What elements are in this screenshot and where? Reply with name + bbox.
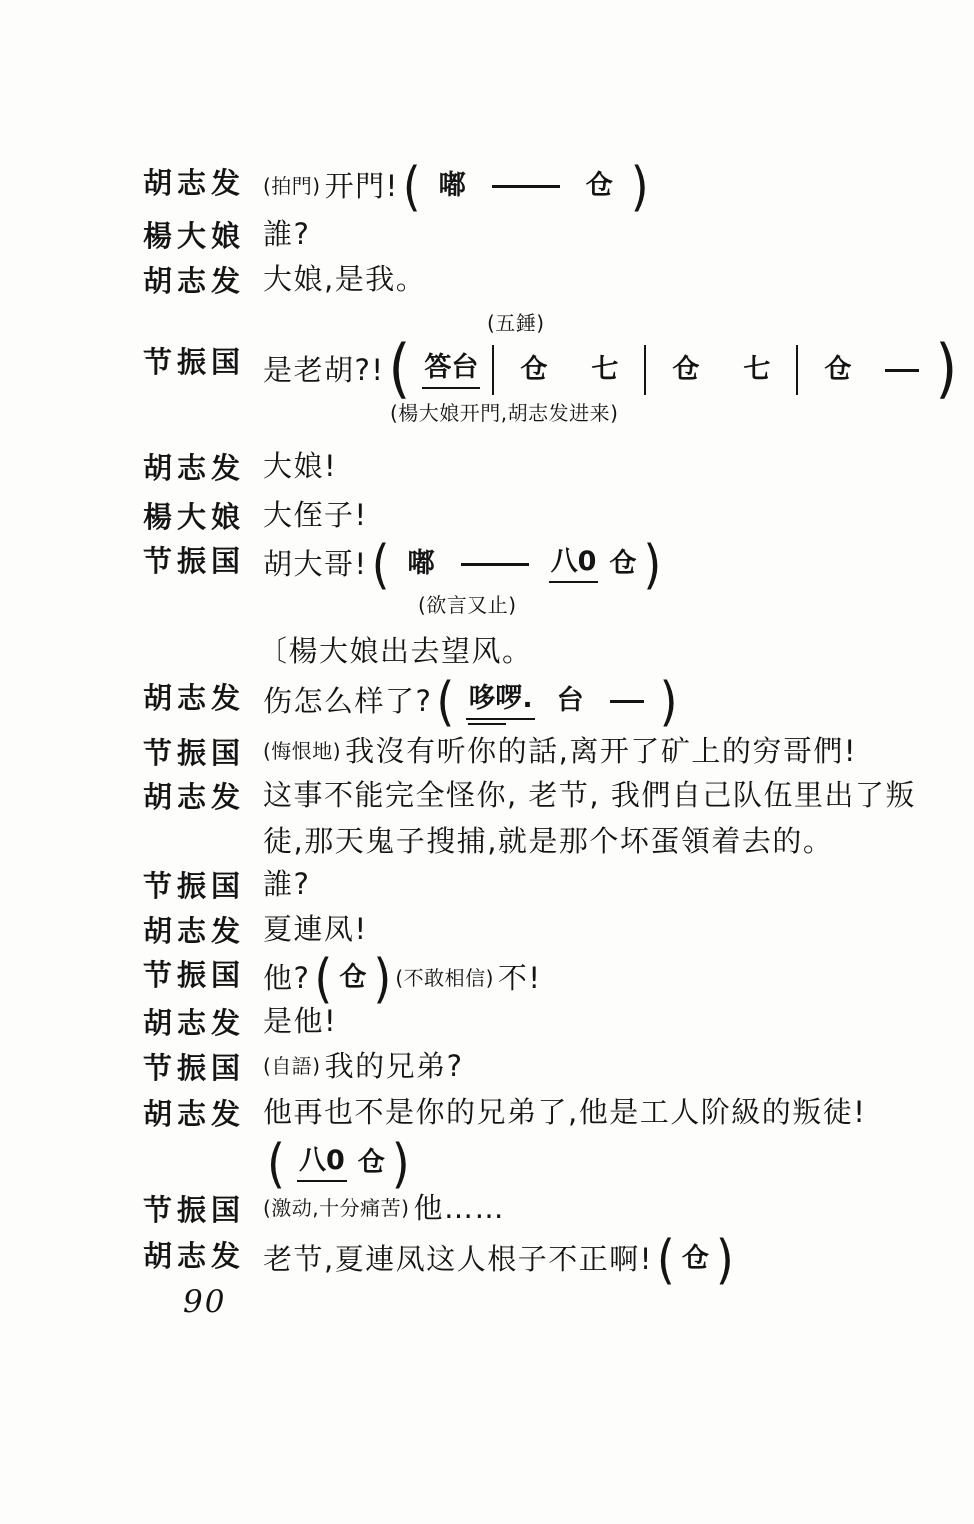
inline-stage-direction: (自語): [263, 1053, 321, 1078]
dialogue-text: 夏連凤!: [263, 912, 368, 946]
percussion-syllable: 仓: [681, 1243, 709, 1275]
measure-barline: [644, 345, 646, 395]
big-parenthesis: ): [659, 669, 678, 733]
speaker-name: 胡志发: [143, 780, 246, 814]
dialogue-text: 大侄子!: [263, 498, 368, 532]
line-content: [418, 593, 521, 618]
dialogue-text: 誰?: [263, 867, 311, 901]
big-parenthesis: (: [436, 669, 455, 733]
line-content: [263, 332, 961, 407]
speaker-name: 胡志发: [143, 1006, 246, 1040]
line-content: [263, 823, 833, 859]
line-content: [263, 532, 665, 596]
big-parenthesis: ): [391, 1131, 410, 1195]
percussion-syllable-double-underlined: 哆啰.: [466, 682, 534, 721]
speaker-name: 胡志发: [143, 166, 246, 200]
speaker-name: 节振国: [143, 345, 246, 379]
dialogue-text: 我沒有听你的話,离开了矿上的穷哥們!: [345, 734, 857, 768]
line-content: [263, 1048, 464, 1084]
percussion-syllable-underlined: 八0: [549, 545, 599, 584]
speaker-name: 节振国: [143, 1193, 246, 1227]
page-number: 90: [183, 1284, 227, 1320]
percussion-syllable: 七: [743, 354, 771, 386]
dialogue-text: 大娘!: [263, 449, 338, 483]
inline-stage-direction: (激动,十分痛苦): [263, 1195, 410, 1220]
line-content: [263, 777, 916, 813]
line-content: [263, 1003, 337, 1039]
line-content: [263, 911, 368, 947]
speaker-name: 节振国: [143, 958, 246, 992]
line-content: [263, 1227, 738, 1291]
big-parenthesis: (: [388, 332, 411, 407]
line-content: [263, 261, 426, 297]
line-content: [263, 154, 653, 218]
inline-stage-direction: (五錘): [487, 311, 545, 335]
inline-stage-direction: (悔恨地): [263, 738, 342, 763]
big-parenthesis: ): [643, 532, 662, 596]
line-content: [263, 497, 368, 533]
speaker-name: 节振国: [143, 1051, 246, 1085]
dialogue-text: 他……: [413, 1191, 505, 1225]
dialogue-text: 老节,夏連凤这人根子不正啊!: [263, 1241, 653, 1276]
percussion-syllable: 台: [556, 685, 584, 717]
speaker-name: 胡志发: [143, 451, 246, 485]
dialogue-text: 伤怎么样了?: [263, 683, 433, 718]
percussion-syllable: 仓: [520, 354, 548, 386]
dialogue-text: 誰?: [263, 217, 311, 251]
inline-stage-direction: (楊大娘开門,胡志发进来): [390, 401, 619, 425]
dialogue-text: 不!: [497, 960, 542, 995]
line-content: [263, 216, 310, 252]
sustain-dash-line: [610, 700, 644, 703]
dialogue-text: 这事不能完全怪你, 老节, 我們自己队伍里出了叛: [263, 778, 916, 812]
inline-stage-direction: (不敢相信): [395, 965, 494, 990]
dialogue-text: 徒,那天鬼子搜捕,就是那个坏蛋領着去的。: [263, 824, 834, 858]
percussion-syllable: 仓: [609, 548, 637, 580]
percussion-syllable: 嘟: [438, 170, 466, 202]
measure-barline: [492, 345, 494, 395]
line-content: [183, 1283, 226, 1322]
line-content: [390, 401, 622, 426]
inline-stage-direction: (拍門): [263, 173, 321, 198]
dialogue-text: 我的兄弟?: [324, 1049, 464, 1083]
big-parenthesis: (: [267, 1131, 285, 1195]
speaker-name: 胡志发: [143, 1239, 246, 1273]
percussion-syllable-underlined: 八0: [297, 1144, 347, 1183]
line-content: [263, 946, 542, 1010]
big-parenthesis: ): [373, 946, 392, 1010]
big-parenthesis: (: [371, 532, 390, 596]
sustain-dash-line: [492, 185, 560, 188]
line-content: [263, 448, 337, 484]
dialogue-text: 开門!: [324, 168, 399, 203]
speaker-name: 节振国: [143, 544, 246, 578]
speaker-name: 胡志发: [143, 1097, 246, 1131]
dialogue-text: 大娘,是我。: [263, 262, 427, 296]
speaker-name: 节振国: [143, 736, 246, 770]
line-content: [263, 669, 682, 733]
line-content: [258, 633, 533, 669]
big-parenthesis: (: [656, 1227, 675, 1291]
line-content: [263, 1190, 505, 1226]
speaker-name: 胡志发: [143, 264, 246, 298]
percussion-syllable: 七: [591, 354, 619, 386]
percussion-syllable: 仓: [339, 962, 367, 994]
speaker-name: 楊大娘: [143, 219, 246, 253]
line-content: [263, 1094, 866, 1130]
percussion-syllable: 仓: [824, 354, 852, 386]
percussion-syllable: 仓: [585, 170, 613, 202]
speaker-name: 楊大娘: [143, 500, 246, 534]
inline-stage-direction: (欲言又止): [418, 593, 517, 617]
line-content: [263, 733, 857, 769]
sustain-dash-line: [885, 369, 919, 372]
dialogue-text: 胡大哥!: [263, 546, 368, 581]
big-parenthesis: (: [402, 154, 421, 218]
dialogue-text: 〔楊大娘出去望风。: [258, 634, 533, 668]
percussion-syllable: 仓: [357, 1147, 385, 1179]
dialogue-text: 是老胡?!: [263, 352, 385, 387]
line-content: [263, 866, 310, 902]
dialogue-text: 是他!: [263, 1004, 338, 1038]
line-content: [487, 311, 549, 336]
big-parenthesis: ): [935, 332, 958, 407]
big-parenthesis: ): [715, 1227, 734, 1291]
percussion-syllable-underlined: 答台: [422, 351, 480, 390]
percussion-syllable: 嘟: [407, 548, 435, 580]
measure-barline: [796, 345, 798, 395]
big-parenthesis: ): [630, 154, 649, 218]
sustain-dash-line: [461, 563, 529, 566]
dialogue-text: 他?: [263, 960, 311, 995]
line-content: [263, 1131, 414, 1195]
speaker-name: 胡志发: [143, 681, 246, 715]
percussion-syllable: 仓: [672, 354, 700, 386]
speaker-name: 节振国: [143, 869, 246, 903]
dialogue-text: 他再也不是你的兄弟了,他是工人阶級的叛徒!: [263, 1095, 867, 1129]
speaker-name: 胡志发: [143, 914, 246, 948]
big-parenthesis: (: [314, 946, 333, 1010]
